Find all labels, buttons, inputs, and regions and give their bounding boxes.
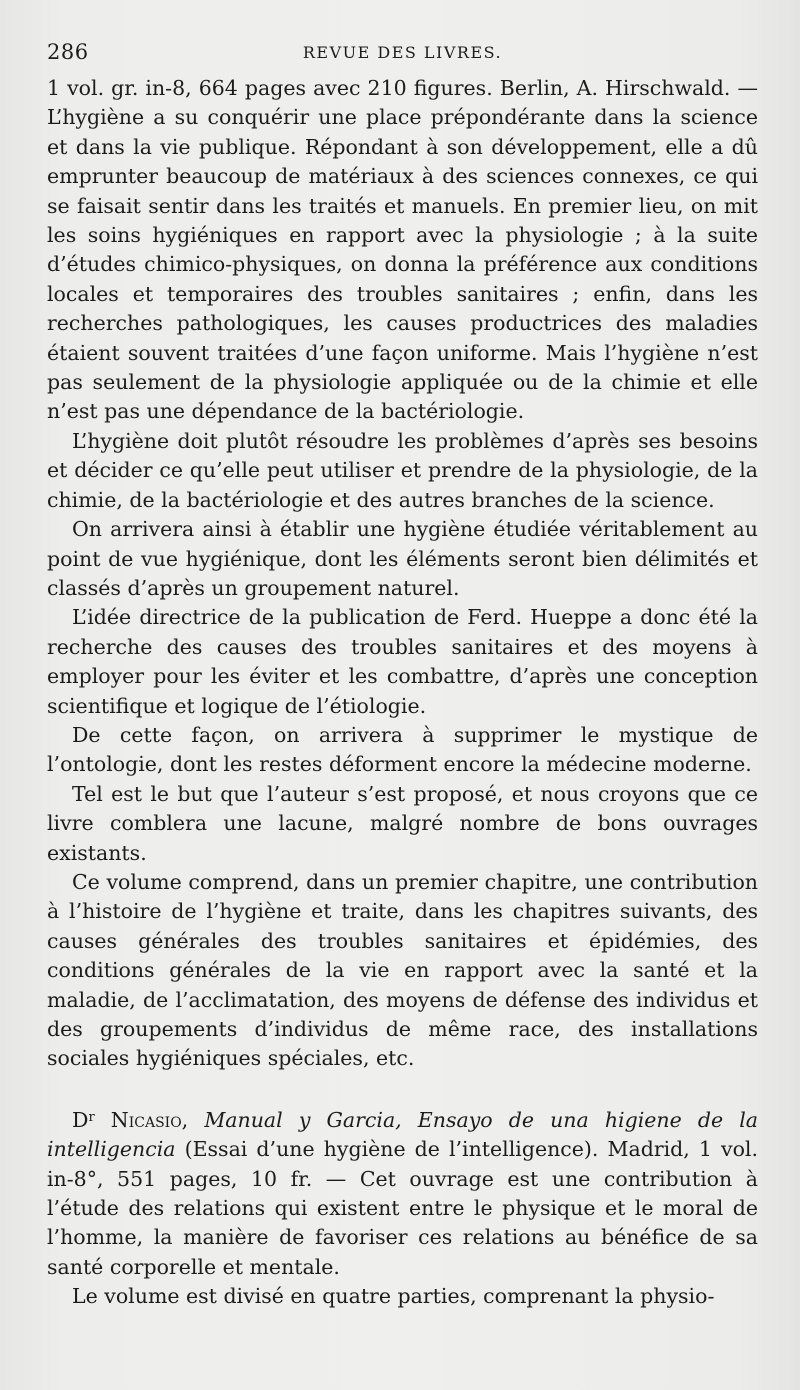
review-entry-nicasio: $D^r$ Nicasio, Manual y Garcia, Ensayo de una higiene de la intelligencia (Essai d’une hygiène de l’intelligence). Madrid, 1 vol. in-8°, 551 pages, 10 fr. — Cet ouvrage est une contribution à l’étude des relations qui existent entre le physique et le moral de l’homme, la manière de favoriser ces relations au bénéfice de sa santé corporelle et mentale.: [47, 1107, 758, 1279]
review-body: (Essai d’une hygiène de l’intelligence). Madrid, 1 vol. in-8°, 551 pages, 10 fr. — Cet ouvrage est une contribution à l’étude des relations qui existent entre le physique et le moral de l’homme, la manière de favoriser ces relations au bénéfice de sa santé corporelle et mentale.: [47, 1137, 758, 1279]
paragraph-2: L’hygiène doit plutôt résoudre les problèmes d’après ses besoins et décider ce qu’elle peut utiliser et prendre de la physiologie, de la chimie, de la bactériologie et des autres branches de la science.: [47, 428, 758, 512]
author-name: Nicasio: [110, 1107, 182, 1132]
review-text: [47, 74, 758, 1312]
doctor-abbrev-sup: r: [88, 1109, 95, 1125]
page-number: 286: [47, 40, 89, 64]
paragraph-3: On arrivera ainsi à établir une hygiène étudiée véritablement au point de vue hygiénique, dont les éléments seront bien délimités et classés d’après un groupement naturel.: [47, 517, 758, 600]
running-head: [47, 34, 758, 74]
paragraph-last: Le volume est divisé en quatre parties, comprenant la physio-: [72, 1284, 715, 1309]
running-title: REVUE DES LIVRES.: [302, 43, 503, 62]
paragraph-5: De cette façon, on arrivera à supprimer le mystique de l’ontologie, dont les restes déforment encore la médecine moderne.: [47, 722, 758, 777]
paragraph-6: Tel est le but que l’auteur s’est proposé, et nous croyons que ce livre comblera une lacune, malgré nombre de bons ouvrages existants.: [47, 781, 758, 865]
book-title: Manual y Garcia, Ensayo de una higiene de la intelligencia: [47, 1107, 758, 1162]
paragraph-7: Ce volume comprend, dans un premier chapitre, une contribution à l’histoire de l’hygiène et traite, dans les chapitres suivants, des causes générales des troubles sanitaires et épidémies, des conditions générales de la vie en rapport avec la santé et la maladie, de l’acclimatation, des moyens de défense des individus et des groupements d’individus de même race, des installations sociales hygiéniques spéciales, etc.: [47, 869, 758, 1071]
paragraph-1: 1 vol. gr. in-8, 664 pages avec 210 figures. Berlin, A. Hirschwald. — L’hygiène a su conquérir une place prépondérante dans la science et dans la vie publique. Répondant à son développement, elle a dû emprunter beaucoup de matériaux à des sciences connexes, ce qui se faisait sentir dans les traités et manuels. En premier lieu, on mit les soins hygiéniques en rapport avec la physiologie ; à la suite d’études chimico-physiques, on donna la préférence aux conditions locales et temporaires des troubles sanitaires ; enfin, dans les recherches pathologiques, les causes productrices des maladies étaient souvent traitées d’une façon uniforme. Mais l’hygiène n’est pas seulement de la physiologie appliquée ou de la chimie et elle n’est pas une dépendance de la bactériologie.: [47, 76, 758, 424]
section-gap: [47, 1074, 758, 1103]
doctor-abbrev: D: [72, 1107, 89, 1132]
paragraph-4: L’idée directrice de la publication de Ferd. Hueppe a donc été la recherche des causes des troubles sanitaires et des moyens à employer pour les éviter et les combattre, d’après une conception scientifique et logique de l’étiologie.: [47, 605, 758, 718]
